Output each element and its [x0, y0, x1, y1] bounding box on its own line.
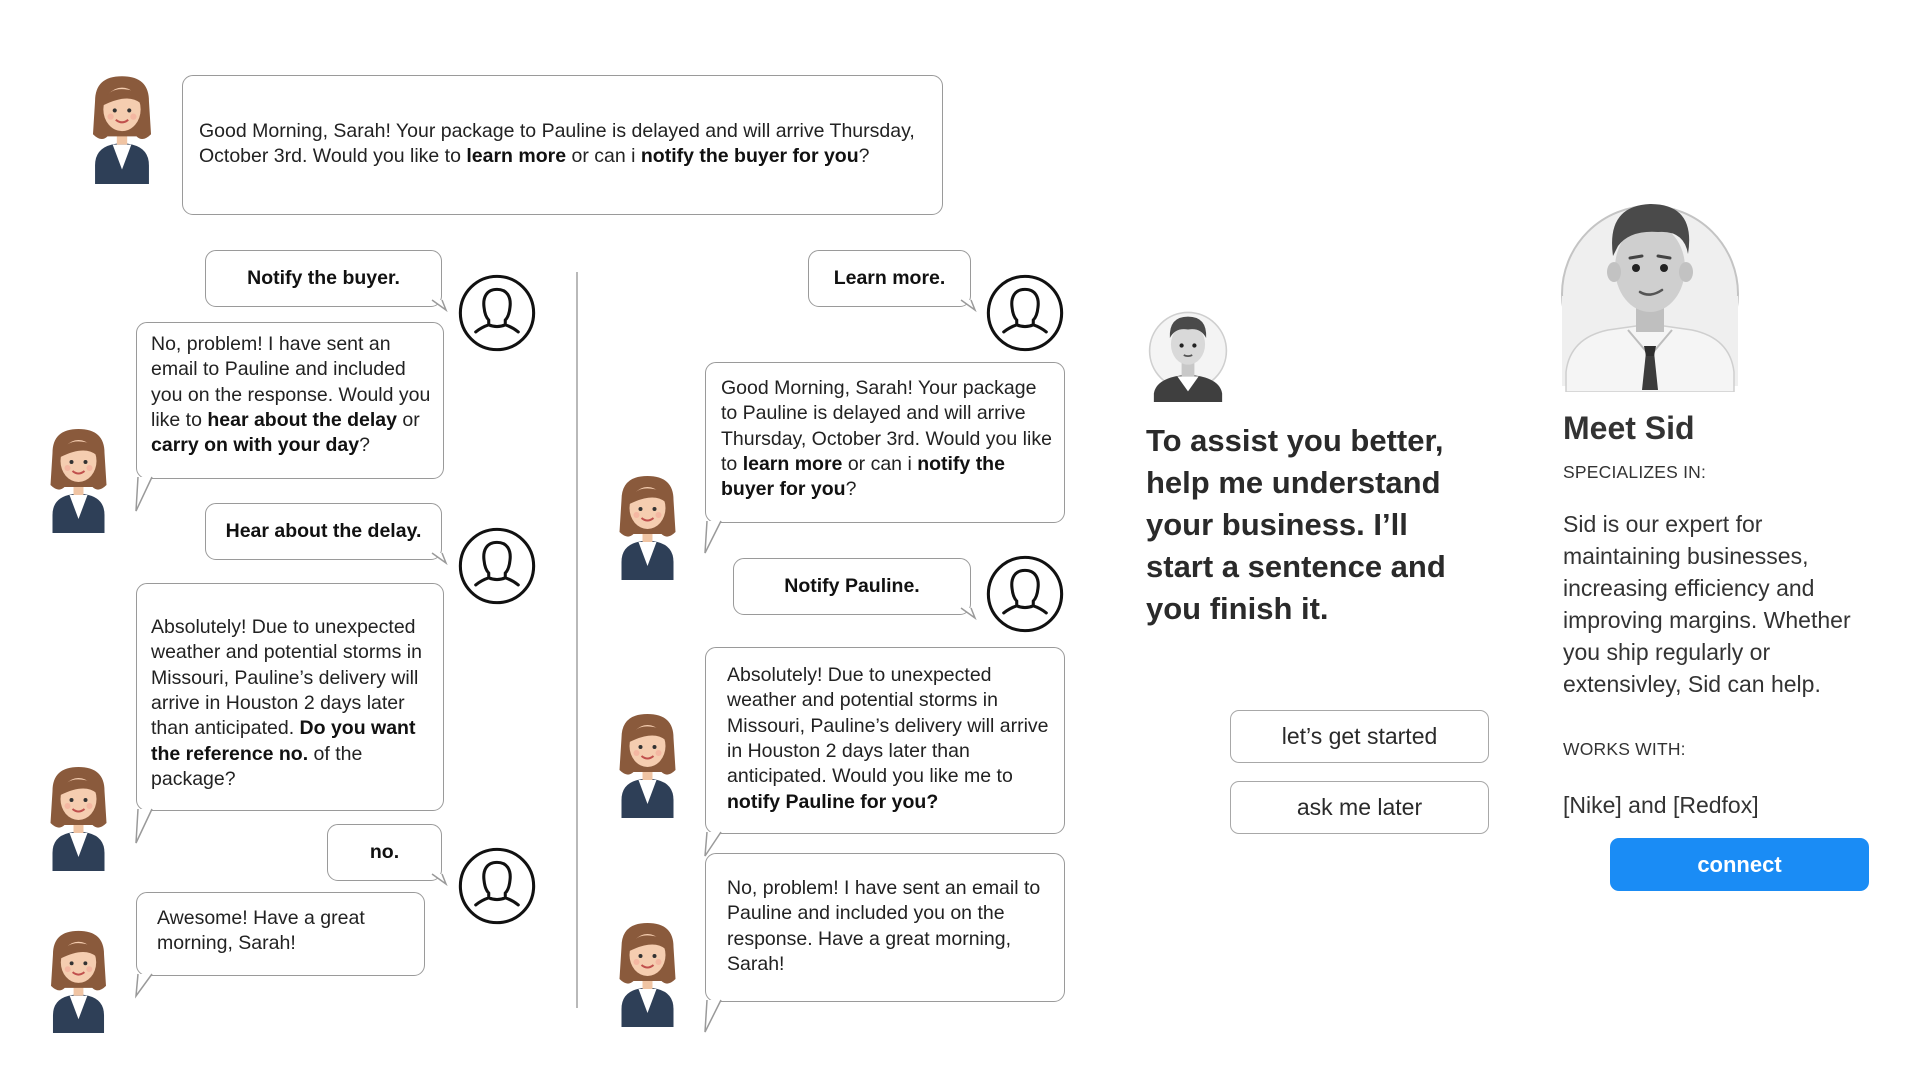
- emphasis-text: notify the buyer for you: [721, 453, 1005, 501]
- sid-avatar-small-icon: [1144, 306, 1232, 402]
- reply-tail: [432, 874, 450, 886]
- user-avatar-icon: [986, 555, 1064, 633]
- get-started-button[interactable]: let’s get started: [1230, 710, 1489, 763]
- emphasis-text: notify Pauline for you?: [727, 790, 939, 813]
- reply-no[interactable]: no.: [327, 824, 442, 881]
- message-tail: [703, 521, 723, 555]
- emphasis-text: carry on with your day: [151, 434, 360, 457]
- assistant-message: No, problem! I have sent an email to Pauline and included you on the response. Would you like to hear about the delay or carry on with your day?: [136, 322, 444, 479]
- onboarding-headline: To assist you better, help me understand your business. I’ll start a sentence and you finish it.: [1146, 423, 1446, 626]
- message-tail: [134, 809, 154, 845]
- sid-portrait-icon: [1558, 186, 1743, 392]
- top-message-bubble: Good Morning, Sarah! Your package to Pauline is delayed and will arrive Thursday, October 3rd. Would you like to learn more or can i notify the buyer for you?: [182, 75, 943, 215]
- emphasis-text: learn more: [466, 145, 567, 168]
- works-with-value: [Nike] and [Redfox]: [1563, 792, 1759, 818]
- sid-description: Sid is our expert for maintaining businesses, increasing efficiency and improving margins. Whether you ship regularly or extensivley, Sid can help.: [1563, 511, 1851, 697]
- assistant-avatar-icon: [605, 708, 690, 818]
- message-tail: [134, 477, 154, 513]
- reply-tail: [432, 300, 450, 312]
- reply-tail: [961, 608, 979, 620]
- sid-title: Meet Sid: [1563, 410, 1695, 446]
- message-tail: [703, 1000, 723, 1034]
- assistant-avatar-icon: [605, 917, 690, 1027]
- reply-notify-pauline[interactable]: Notify Pauline.: [733, 558, 971, 615]
- emphasis-text: hear about the delay: [207, 409, 397, 432]
- works-with-label: WORKS WITH:: [1563, 739, 1686, 759]
- reply-notify-buyer[interactable]: Notify the buyer.: [205, 250, 442, 307]
- assistant-message: No, problem! I have sent an email to Pauline and included you on the response. Have a great morning, Sarah!: [705, 853, 1065, 1002]
- reply-hear-delay[interactable]: Hear about the delay.: [205, 503, 442, 560]
- assistant-message: Good Morning, Sarah! Your package to Pauline is delayed and will arrive Thursday, October 3rd. Would you like to learn more or can i notify the buyer for you?: [705, 362, 1065, 523]
- reply-tail: [432, 553, 450, 565]
- user-avatar-icon: [458, 847, 536, 925]
- message-tail: [134, 974, 154, 998]
- user-avatar-icon: [986, 274, 1064, 352]
- column-divider: [576, 272, 578, 1008]
- reply-learn-more[interactable]: Learn more.: [808, 250, 971, 307]
- ask-later-button[interactable]: ask me later: [1230, 781, 1489, 834]
- user-avatar-icon: [458, 274, 536, 352]
- assistant-avatar-icon: [36, 925, 121, 1033]
- reply-tail: [961, 300, 979, 312]
- assistant-message: Absolutely! Due to unexpected weather and potential storms in Missouri, Pauline’s delivery will arrive in Houston 2 days later than anticipated. Do you want the reference no. of the package?: [136, 583, 444, 811]
- assistant-avatar-icon: [605, 470, 690, 580]
- connect-button[interactable]: connect: [1610, 838, 1869, 891]
- assistant-message: Awesome! Have a great morning, Sarah!: [136, 892, 425, 976]
- emphasis-text: notify the buyer for you: [640, 145, 859, 168]
- emphasis-text: learn more: [742, 453, 843, 476]
- assistant-avatar-icon: [36, 761, 121, 871]
- emphasis-text: Do you want the reference no.: [151, 717, 416, 765]
- specializes-label: SPECIALIZES IN:: [1563, 462, 1707, 482]
- assistant-avatar-icon: [72, 70, 172, 184]
- assistant-message: Absolutely! Due to unexpected weather and potential storms in Missouri, Pauline’s delivery will arrive in Houston 2 days later than anticipated. Would you like me to notify Pauline for you?: [705, 647, 1065, 834]
- user-avatar-icon: [458, 527, 536, 605]
- assistant-avatar-icon: [36, 423, 121, 533]
